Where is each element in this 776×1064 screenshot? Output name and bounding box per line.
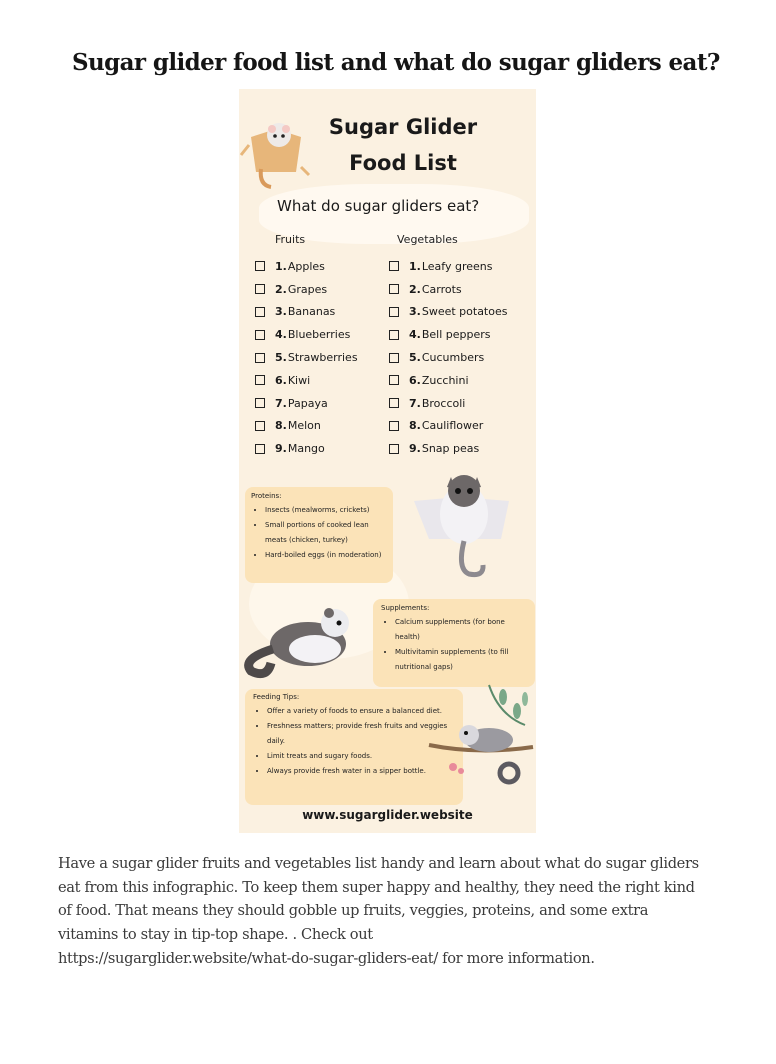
checkbox-icon (389, 375, 399, 385)
vegetables-item-number: 9. (409, 442, 421, 456)
fruits-item (255, 255, 358, 278)
description-line: of food. That means they should gobble up fruits, veggies, proteins, and some extra (58, 902, 649, 920)
fruits-item (255, 278, 358, 301)
checkbox-icon (255, 284, 265, 294)
checkbox-icon (389, 307, 399, 317)
vegetables-item-number: 3. (409, 305, 421, 319)
fruits-item (255, 301, 358, 324)
description-line[interactable]: https://sugarglider.website/what-do-sugar-gliders-eat/ for more information. (58, 949, 595, 967)
fruits-item-label: Papaya (287, 396, 328, 410)
vegetables-item-label: Cucumbers (421, 351, 485, 365)
description-line: eat from this infographic. To keep them super happy and healthy, they need the right kind (58, 878, 695, 896)
proteins-heading: Proteins: (251, 492, 282, 500)
fruits-item-number: 7. (275, 396, 287, 410)
fruits-item-number: 3. (275, 305, 287, 319)
fruits-item (255, 346, 358, 369)
fruits-item-label: Strawberries (287, 351, 358, 365)
checkbox-icon (389, 261, 399, 271)
vegetables-item-number: 1. (409, 259, 421, 273)
bullet-item: • Small portions of cooked lean meats (chicken, turkey) (265, 518, 387, 548)
vegetables-item-label: Bell peppers (421, 328, 491, 342)
checkbox-icon (255, 398, 265, 408)
vegetables-item (389, 323, 507, 346)
bullet-item: • Multivitamin supplements (to fill nutritional gaps) (395, 645, 527, 675)
fruits-item-number: 6. (275, 373, 287, 387)
infographic-title-line1: Sugar Glider (328, 115, 478, 139)
vegetables-item (389, 392, 507, 415)
supplements-list (381, 615, 527, 675)
vegetables-item-label: Snap peas (421, 442, 480, 456)
vegetables-item-label: Carrots (421, 282, 462, 296)
vegetables-item-number: 7. (409, 396, 421, 410)
bullet-item: • Freshness matters; provide fresh fruits and veggies daily. (267, 719, 455, 749)
fruits-item (255, 392, 358, 415)
vegetables-item (389, 415, 507, 438)
branch-glider-illustration (429, 685, 535, 795)
checkbox-icon (389, 421, 399, 431)
fruits-item (255, 437, 358, 460)
supplements-heading: Supplements: (381, 604, 430, 612)
fruits-list (255, 255, 358, 460)
gliding-glider-illustration (409, 469, 529, 584)
supplements-box (373, 599, 535, 687)
proteins-list (251, 503, 387, 563)
bullet-item: • Offer a variety of foods to ensure a balanced diet. (267, 704, 455, 719)
vegetables-heading: Vegetables (397, 233, 458, 246)
feeding-tips-heading: Feeding Tips: (253, 693, 300, 701)
fruits-item-number: 4. (275, 328, 287, 342)
fruits-item-label: Melon (287, 419, 321, 433)
vegetables-list (389, 255, 507, 460)
fruits-item-number: 5. (275, 351, 287, 365)
fruits-item-number: 2. (275, 282, 287, 296)
fruits-item-number: 1. (275, 259, 287, 273)
bullet-item: • Insects (mealworms, crickets) (265, 503, 387, 518)
fruits-item (255, 323, 358, 346)
vegetables-item-number: 4. (409, 328, 421, 342)
bullet-item: • Calcium supplements (for bone health) (395, 615, 527, 645)
vegetables-item (389, 301, 507, 324)
vegetables-item (389, 278, 507, 301)
fruits-item-label: Bananas (287, 305, 336, 319)
checkbox-icon (255, 444, 265, 454)
fruits-item (255, 415, 358, 438)
vegetables-item-number: 8. (409, 419, 421, 433)
fruits-item-label: Apples (287, 259, 325, 273)
checkbox-icon (389, 330, 399, 340)
infographic-title-line2: Food List (349, 151, 457, 175)
fruits-item-number: 9. (275, 442, 287, 456)
bullet-item: • Hard-boiled eggs (in moderation) (265, 548, 387, 563)
fruits-item-label: Kiwi (287, 373, 311, 387)
sitting-glider-illustration (243, 599, 363, 679)
fruits-heading: Fruits (275, 233, 306, 246)
description-line: vitamins to stay in tip-top shape. . Check out (58, 926, 373, 944)
vegetables-item-label: Zucchini (421, 373, 469, 387)
bullet-item: • Limit treats and sugary foods. (267, 749, 455, 764)
checkbox-icon (255, 261, 265, 271)
vegetables-item (389, 369, 507, 392)
fruits-item (255, 369, 358, 392)
vegetables-item-number: 2. (409, 282, 421, 296)
vegetables-item-number: 5. (409, 351, 421, 365)
vegetables-item-label: Leafy greens (421, 259, 493, 273)
website-url: www.sugarglider.website (302, 808, 473, 822)
fruits-item-label: Blueberries (287, 328, 351, 342)
bullet-item: • Always provide fresh water in a sipper bottle. (267, 764, 455, 779)
checkbox-icon (255, 307, 265, 317)
checkbox-icon (255, 330, 265, 340)
infographic-image (239, 89, 536, 833)
infographic-subtitle: What do sugar gliders eat? (277, 197, 480, 215)
checkbox-icon (255, 353, 265, 363)
vegetables-item-label: Broccoli (421, 396, 466, 410)
vegetables-item-label: Cauliflower (421, 419, 484, 433)
page-title: Sugar glider food list and what do sugar gliders eat? (72, 49, 720, 77)
checkbox-icon (255, 421, 265, 431)
flying-glider-illustration (241, 117, 311, 192)
fruits-item-label: Grapes (287, 282, 328, 296)
vegetables-item (389, 346, 507, 369)
vegetables-item (389, 437, 507, 460)
checkbox-icon (389, 353, 399, 363)
description-line: Have a sugar glider fruits and vegetables list handy and learn about what do sugar gliders (58, 855, 699, 872)
feeding-tips-list (253, 704, 455, 779)
description-paragraph (58, 852, 738, 971)
checkbox-icon (389, 284, 399, 294)
proteins-box (245, 487, 393, 583)
checkbox-icon (389, 398, 399, 408)
checkbox-icon (389, 444, 399, 454)
vegetables-item (389, 255, 507, 278)
checkbox-icon (255, 375, 265, 385)
fruits-item-label: Mango (287, 442, 325, 456)
vegetables-item-number: 6. (409, 373, 421, 387)
vegetables-item-label: Sweet potatoes (421, 305, 508, 319)
fruits-item-number: 8. (275, 419, 287, 433)
infographic-title (303, 109, 503, 181)
